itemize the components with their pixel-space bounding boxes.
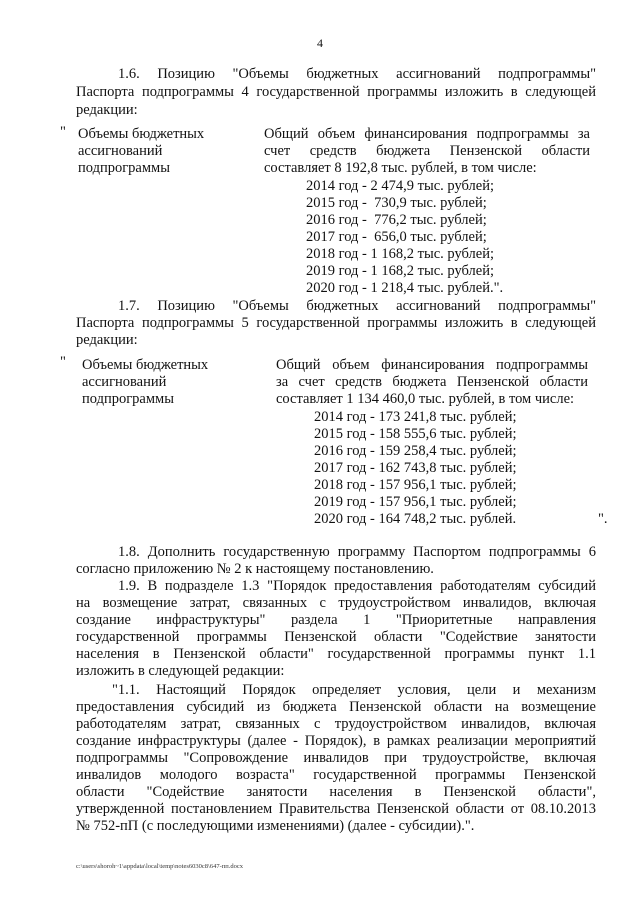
close-quote: ". [598,511,608,527]
table-label: подпрограммы [78,160,170,176]
year-row: 2020 год - 1 218,4 тыс. рублей.". [306,280,504,296]
table-value: Общий объем финансирования подпрограммы [276,357,588,373]
table-label: Объемы бюджетных [78,126,205,142]
table-label: подпрограммы [82,391,174,407]
table-value: составляет 8 192,8 тыс. рублей, в том числе: [264,160,537,176]
text-line: инвалидов молодого возраста" государственной программы Пензенской [76,767,596,783]
text-line: редакции: [76,332,138,348]
table-label: ассигнований [82,374,167,390]
table-value: счет средств бюджета Пензенской области [264,143,590,159]
page-number: 4 [317,36,323,50]
table-value: за счет средств бюджета Пензенской области [276,374,588,390]
text-line: Паспорта подпрограммы 4 государственной программы изложить в следующей [76,84,596,100]
year-row: 2015 год - 158 555,6 тыс. рублей; [314,426,517,442]
text-line: 1.8. Дополнить государственную программу Паспортом подпрограммы 6 [118,544,596,560]
text-line: создание инфраструктуры (далее - Порядок), в рамках реализации мероприятий [76,733,596,749]
text-line: подпрограммы "Сопровождение инвалидов при трудоустройстве, включая [76,750,596,766]
year-row: 2020 год - 164 748,2 тыс. рублей. [314,511,517,527]
year-row: 2015 год - 730,9 тыс. рублей; [306,195,487,211]
text-line: 1.7. Позицию "Объемы бюджетных ассигнований подпрограммы" [118,298,596,314]
open-quote: " [60,354,66,370]
text-line: создание инфраструктуры" раздела 1 "Приоритетные направления [76,612,596,628]
footer-file-path: c:\users\shoroh~1\appdata\local\temp\notes6030c8\647-пп.docx [76,863,243,870]
text-line: согласно приложению № 2 к настоящему постановлению. [76,561,434,577]
year-row: 2019 год - 1 168,2 тыс. рублей; [306,263,494,279]
text-line: утвержденной постановлением Правительства Пензенской области от 08.10.2013 [76,801,596,817]
year-row: 2014 год - 2 474,9 тыс. рублей; [306,178,494,194]
text-line: предоставления субсидий из бюджета Пензенской области на возмещение [76,699,596,715]
year-row: 2014 год - 173 241,8 тыс. рублей; [314,409,517,425]
text-line: изложить в следующей редакции: [76,663,285,679]
table-value: Общий объем финансирования подпрограммы за [264,126,590,142]
year-row: 2016 год - 776,2 тыс. рублей; [306,212,487,228]
text-line: государственной программы Пензенской области "Содействие занятости [76,629,596,645]
text-line: на возмещение затрат, связанных с трудоустройством инвалидов, включая [76,595,596,611]
year-row: 2018 год - 157 956,1 тыс. рублей; [314,477,517,493]
year-row: 2017 год - 656,0 тыс. рублей; [306,229,487,245]
year-row: 2017 год - 162 743,8 тыс. рублей; [314,460,517,476]
text-line: работодателям затрат, связанных с трудоустройством инвалидов, включая [76,716,596,732]
text-line: "1.1. Настоящий Порядок определяет условия, цели и механизм [112,682,596,698]
text-line: области "Содействие занятости населения в Пензенской области", [76,784,596,800]
table-value: составляет 1 134 460,0 тыс. рублей, в том числе: [276,391,575,407]
text-line: № 752-пП (с последующими изменениями) (далее - субсидии).". [76,818,475,834]
open-quote: " [60,124,66,140]
text-line: 1.9. В подразделе 1.3 "Порядок предоставления работодателям субсидий [118,578,596,594]
year-row: 2019 год - 157 956,1 тыс. рублей; [314,494,517,510]
text-line: 1.6. Позицию "Объемы бюджетных ассигнований подпрограммы" [118,66,596,82]
text-line: редакции: [76,102,138,118]
year-row: 2016 год - 159 258,4 тыс. рублей; [314,443,517,459]
text-line: населения в Пензенской области" государственной программы пункт 1.1 [76,646,596,662]
text-line: Паспорта подпрограммы 5 государственной программы изложить в следующей [76,315,596,331]
table-label: ассигнований [78,143,163,159]
table-label: Объемы бюджетных [82,357,209,373]
year-row: 2018 год - 1 168,2 тыс. рублей; [306,246,494,262]
